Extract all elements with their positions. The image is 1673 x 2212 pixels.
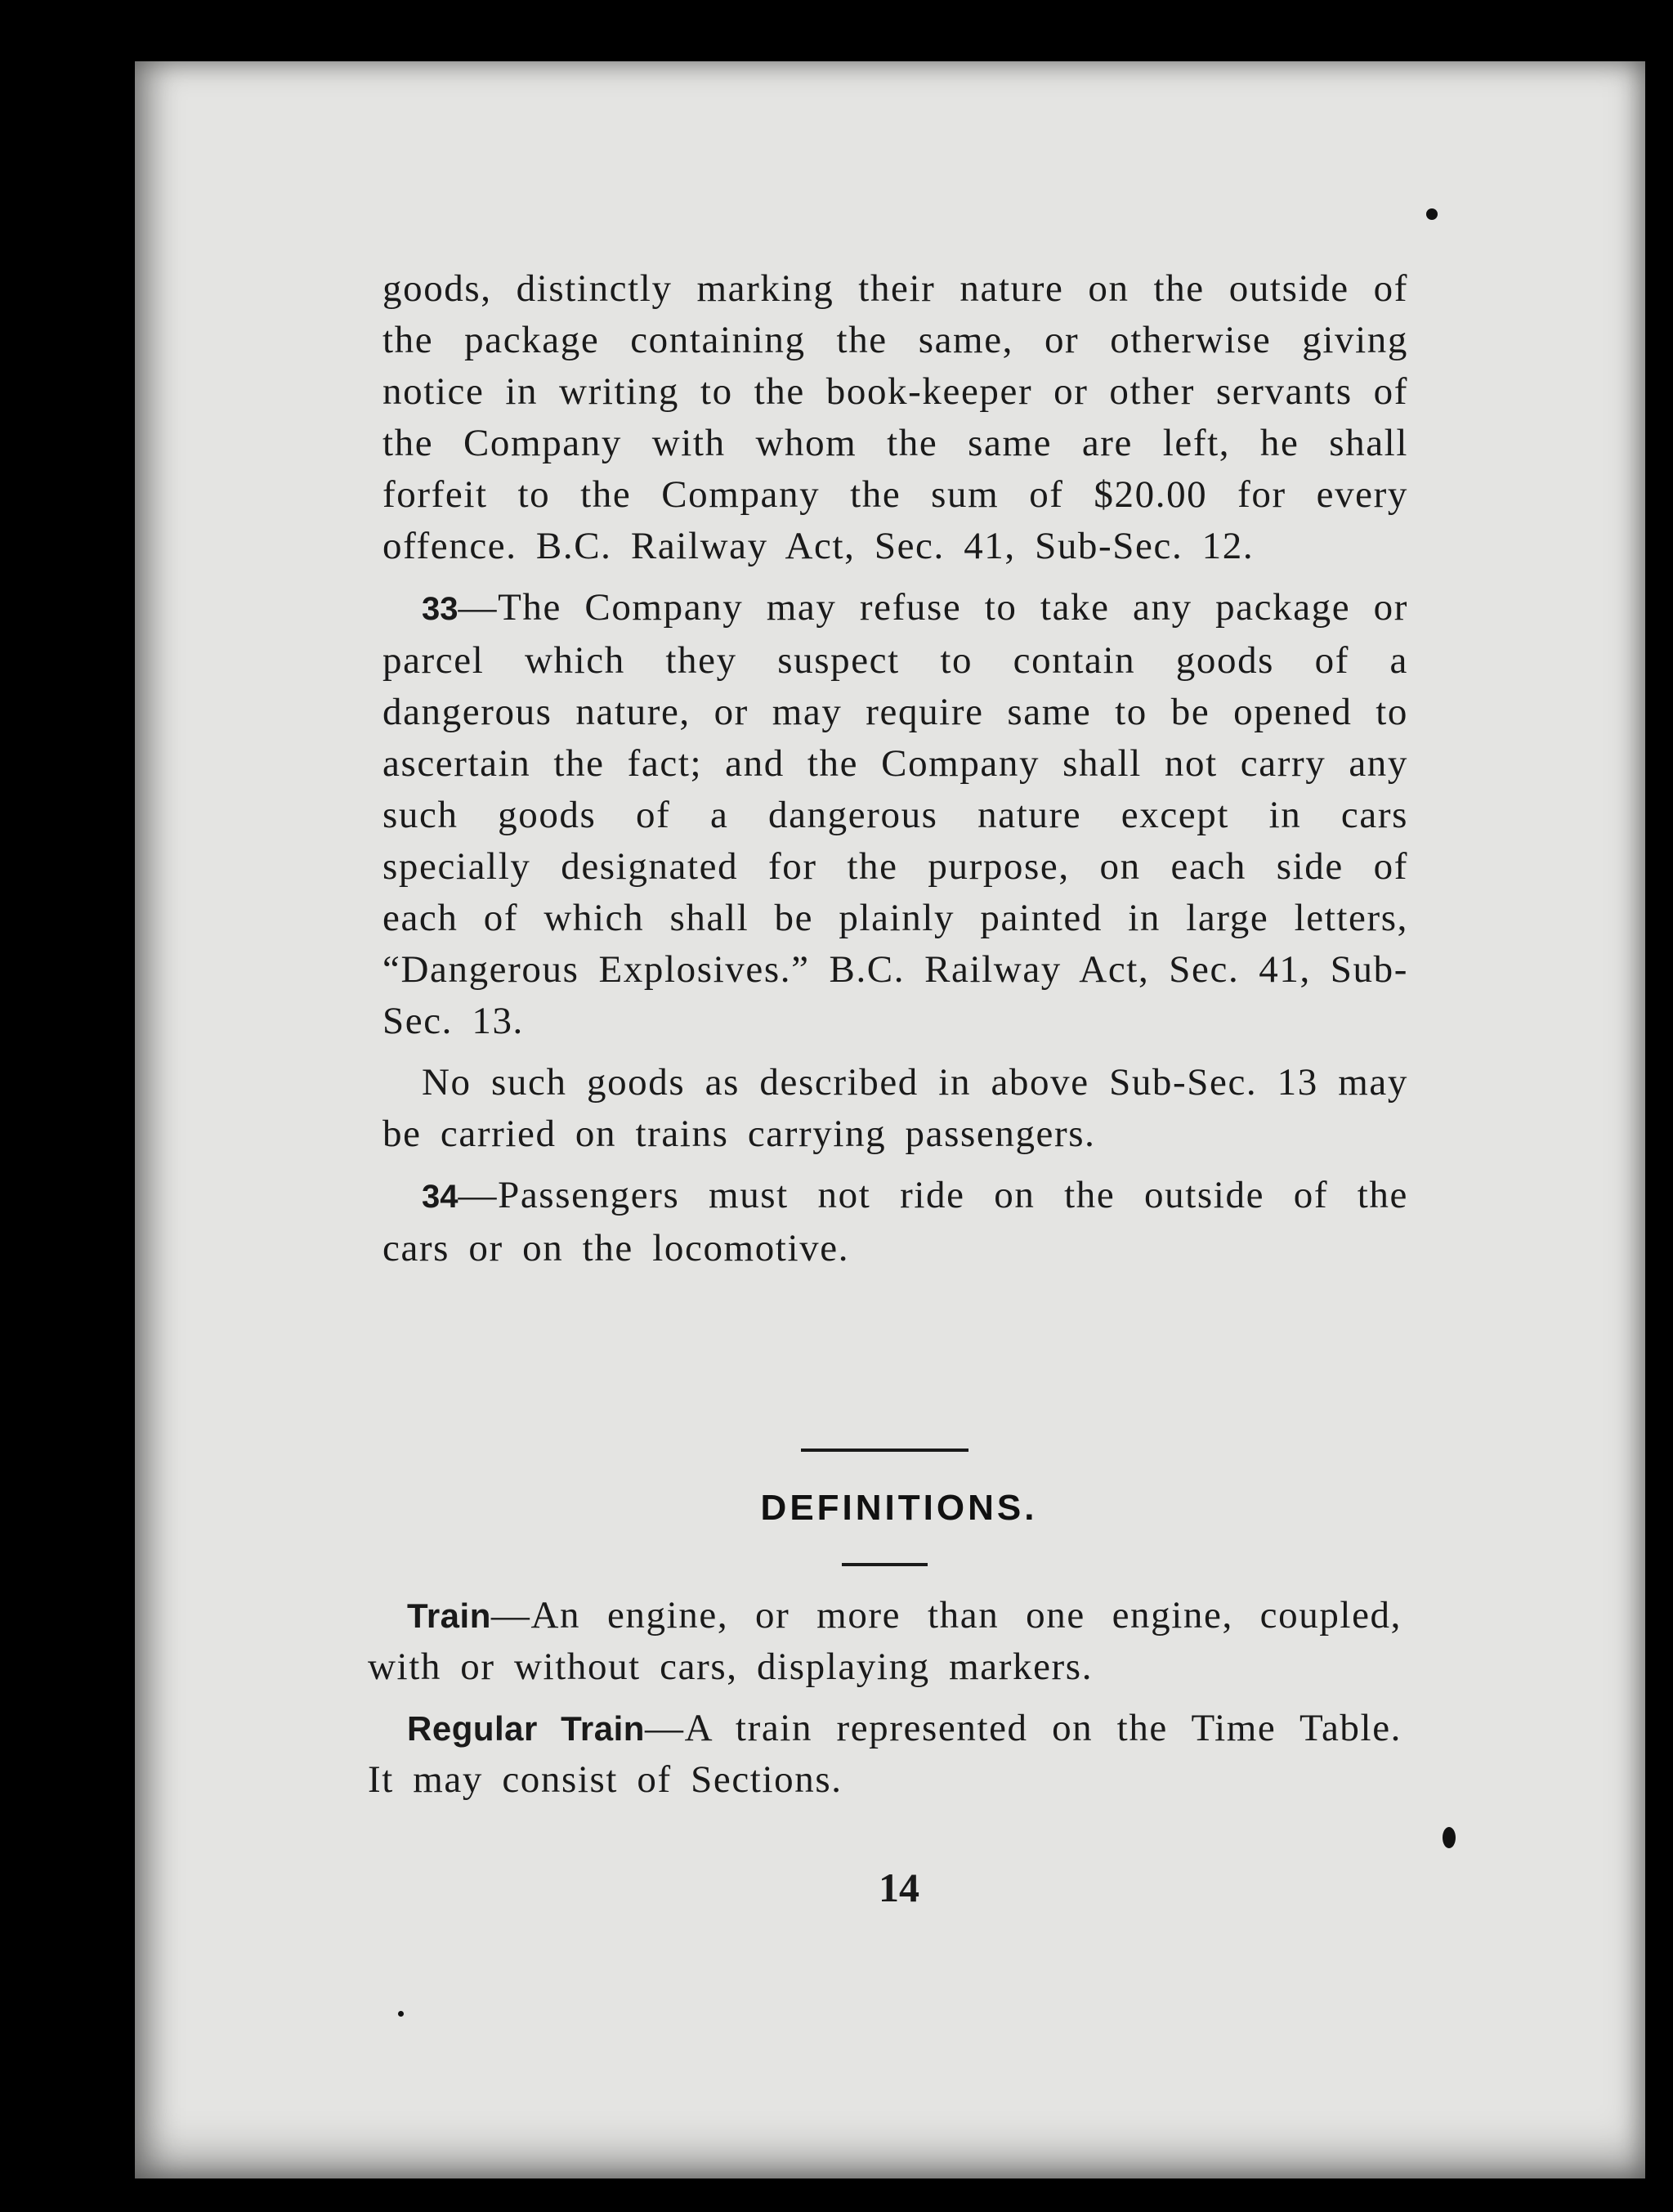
- ink-speck: [1426, 208, 1438, 220]
- ink-speck: [398, 2011, 404, 2017]
- paragraph-text: No such goods as described in above Sub-Sec. 13 may be carried on trains carrying passengers.: [382, 1061, 1408, 1155]
- paragraph-continuation: [382, 263, 1408, 572]
- paragraph-text: goods, distinctly marking their nature on the outside of the package containing the same, or otherwise giving notice in writing to the book-keeper or other servants of the Company with whom the same are left, he shall forfeit to the Company the sum of $20.00 for every offence. B.C. Railway Act, Sec. 41, Sub-Sec. 12.: [382, 267, 1408, 567]
- divider-top: [801, 1449, 968, 1452]
- ink-speck: [1443, 1827, 1456, 1848]
- page-number: 14: [879, 1865, 919, 1910]
- definition-text: —A train represented on the Time Table. It may consist of Sections.: [368, 1707, 1402, 1801]
- definition-train: [368, 1590, 1402, 1693]
- body-text: [382, 263, 1408, 1284]
- paragraph-text: —Passengers must not ride on the outside of the cars or on the locomotive.: [382, 1174, 1408, 1269]
- paragraph-note: [382, 1057, 1408, 1160]
- section-heading: DEFINITIONS.: [760, 1488, 1038, 1528]
- definition-text: —An engine, or more than one engine, coupled, with or without cars, displaying markers.: [368, 1594, 1402, 1688]
- definition-term: Train: [407, 1596, 491, 1635]
- rule-number: 33: [422, 591, 459, 627]
- paragraph-rule-34: [382, 1170, 1408, 1274]
- divider-bottom: [842, 1563, 928, 1566]
- definitions-list: [368, 1590, 1402, 1816]
- paragraph-text: —The Company may refuse to take any package or parcel which they suspect to contain goods of a dangerous nature, or may require same to be opened to ascertain the fact; and the Company shall not carry any such goods of a dangerous nature except in cars specially designated for the purpose, on each side of each of which shall be plainly painted in large letters, “Dangerous Explosives.” B.C. Railway Act, Sec. 41, Sub-Sec. 13.: [382, 586, 1408, 1042]
- paragraph-rule-33: [382, 582, 1408, 1047]
- definition-term: Regular Train: [407, 1709, 645, 1748]
- definition-regular-train: [368, 1703, 1402, 1806]
- rule-number: 34: [422, 1179, 459, 1215]
